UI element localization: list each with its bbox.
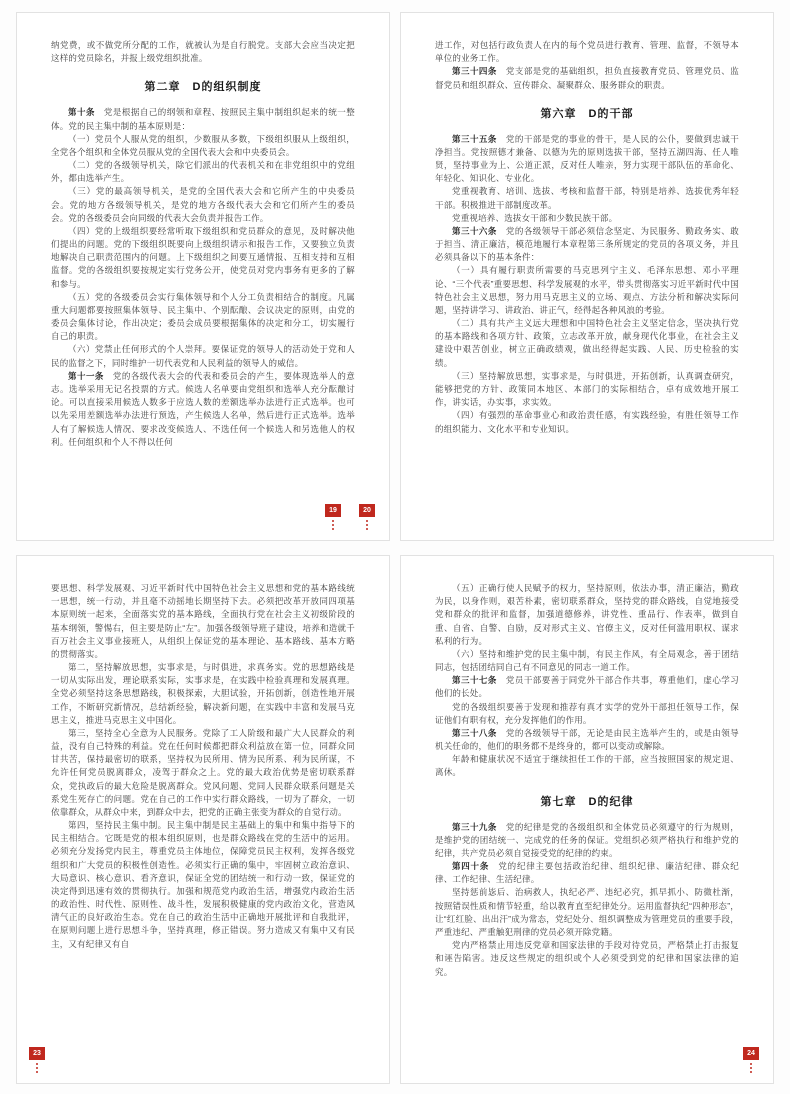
page-bottom-left bbox=[16, 555, 390, 1084]
paragraph: （四）有强烈的革命事业心和政治责任感，有实践经验，有胜任领导工作的组织能力、文化水平和专业知识。 bbox=[435, 410, 739, 434]
page-number: 24 bbox=[743, 1047, 759, 1060]
paragraph: （二）具有共产主义远大理想和中国特色社会主义坚定信念，坚决执行党的基本路线和各项方针、政策，立志改革开放，献身现代化事业，在社会主义建设中艰苦创业，树立正确政绩观，做出经得起实践、人民、历史检验的实绩。 bbox=[435, 318, 739, 368]
paragraph: 第二，坚持解放思想，实事求是，与时俱进，求真务实。党的思想路线是一切从实际出发，理论联系实际，实事求是，在实践中检验真理和发展真理。全党必须坚持这条思想路线，积极探索，大胆试验，开拓创新，创造性地开展工作，不断研究新情况，总结新经验，解决新问题，在实践中丰富和发展马克思主义，推进马克思主义中国化。 bbox=[51, 662, 355, 725]
paragraph bbox=[435, 727, 739, 753]
paragraph bbox=[51, 106, 355, 132]
paragraph: 年龄和健康状况不适宜于继续担任工作的干部，应当按照国家的规定退、离休。 bbox=[435, 754, 739, 778]
paragraph: （三）党的最高领导机关，是党的全国代表大会和它所产生的中央委员会。党的地方各级领导机关，是党的地方各级代表大会和它们所产生的委员会。党的各级委员会向同级的代表大会负责并报告工作。 bbox=[51, 186, 355, 223]
paragraph: 党的各级组织要善于发现和推荐有真才实学的党外干部担任领导工作，保证他们有职有权，充分发挥他们的作用。 bbox=[435, 701, 739, 725]
page-number-badges bbox=[325, 504, 375, 530]
page-number: 20 bbox=[359, 504, 375, 517]
paragraph: 党重视教育、培训、选拔、考核和监督干部，特别是培养、选拔优秀年轻干部。积极推进干部制度改革。 bbox=[435, 186, 739, 210]
paragraph: （一）具有履行职责所需要的马克思列宁主义、毛泽东思想、邓小平理论、“三个代表”重要思想、科学发展观的水平，带头贯彻落实习近平新时代中国特色社会主义思想，努力用马克思主义的立场、观点、方法分析和解决实际问题，坚持讲学习、讲政治、讲正气，经得起各种风浪的考验。 bbox=[435, 265, 739, 315]
paragraph bbox=[435, 860, 739, 886]
page-top-left bbox=[16, 12, 390, 541]
article-number: 第三十七条 bbox=[452, 675, 497, 686]
paragraph bbox=[51, 370, 355, 449]
chapter-heading: 第七章 D的纪律 bbox=[540, 795, 634, 808]
page-text bbox=[435, 582, 739, 1053]
badge-dots-decoration bbox=[332, 520, 334, 530]
badge-dots-decoration bbox=[750, 1063, 752, 1073]
article-number: 第三十九条 bbox=[452, 821, 497, 832]
badge-dots-decoration bbox=[366, 520, 368, 530]
paragraph: 第三，坚持全心全意为人民服务。党除了工人阶级和最广大人民群众的利益，没有自己特殊的利益。党在任何时候都把群众利益放在第一位，同群众同甘共苦，保持最密切的联系，坚持权为民所用、情为民所系、利为民所谋，不允许任何党员脱离群众，凌驾于群众之上。党的最大政治优势是密切联系群众，党执政后的最大危险是脱离群众。党风问题、党同人民群众联系问题是关系党生死存亡的问题。党在自己的工作中实行群众路线，一切为了群众，一切依靠群众，从群众中来，到群众中去，把党的正确主张变为群众的自觉行动。 bbox=[51, 727, 355, 817]
article-text: 党的各级领导干部必须信念坚定、为民服务、勤政务实、敢于担当、清正廉洁，模范地履行本章程第三条所规定的党员的各项义务，并且必须具备以下的基本条件： bbox=[435, 225, 739, 263]
paragraph: 要思想、科学发展观、习近平新时代中国特色社会主义思想和党的基本路线统一思想，统一行动，并且毫不动摇地长期坚持下去。必须把改革开放同四项基本原则统一起来，全面落实党的基本路线，全面执行党在社会主义初级阶段的基本纲领，警惕右，但主要是防止“左”。加强各级领导班子建设，培养和造就千百万社会主义事业接班人，从组织上保证党的基本理论、基本路线、基本方略的贯彻落实。 bbox=[51, 583, 355, 659]
page-text bbox=[51, 582, 355, 1053]
paragraph: （三）坚持解放思想，实事求是，与时俱进，开拓创新，认真调查研究，能够把党的方针、政策同本地区、本部门的实际相结合，卓有成效地开展工作，讲实话，办实事，求实效。 bbox=[435, 370, 739, 408]
page-number-badge bbox=[359, 504, 375, 530]
article-number: 第三十六条 bbox=[452, 225, 497, 236]
chapter-heading: 第六章 D的干部 bbox=[540, 107, 634, 120]
paragraph: 纳党费，或不做党所分配的工作，就被认为是自行脱党。支部大会应当决定把这样的党员除名，并报上级党组织批准。 bbox=[51, 40, 355, 64]
paragraph: 坚持惩前毖后、治病救人，执纪必严、违纪必究，抓早抓小、防微杜渐，按照错误性质和情节轻重，给以教育直至纪律处分。运用监督执纪“四种形态”，让“红红脸、出出汗”成为常态，党纪处分、组织调整成为管理党员的重要手段，严重违纪、严重触犯刑律的党员必须开除党籍。 bbox=[435, 887, 739, 937]
chapter-heading: 第二章 D的组织制度 bbox=[144, 81, 262, 94]
page-number-badges bbox=[743, 1047, 759, 1073]
paragraph: （五）正确行使人民赋予的权力，坚持原则，依法办事，清正廉洁，勤政为民，以身作则，艰苦朴素，密切联系群众，坚持党的群众路线，自觉地接受党和群众的批评和监督，加强道德修养，讲党性、重品行、作表率，做到自重、自省、自警、自励，反对形式主义、官僚主义，反对任何滥用职权、谋求私利的行为。 bbox=[435, 583, 739, 646]
paragraph bbox=[435, 225, 739, 265]
page-text bbox=[435, 39, 739, 510]
paragraph: （六）党禁止任何形式的个人崇拜。要保证党的领导人的活动处于党和人民的监督之下，同时维护一切代表党和人民利益的领导人的威信。 bbox=[51, 344, 355, 368]
paragraph: （四）党的上级组织要经常听取下级组织和党员群众的意见，及时解决他们提出的问题。党的下级组织既要向上级组织请示和报告工作，又要独立负责地解决自己职责范围内的问题。上下级组织之间要互通情报、互相支持和互相监督。党的各级组织要按规定实行党务公开，使党员对党内事务有更多的了解和参与。 bbox=[51, 225, 355, 289]
page-number-badge bbox=[325, 504, 341, 530]
paragraph: （六）坚持和维护党的民主集中制，有民主作风，有全局观念，善于团结同志，包括团结同自己有不同意见的同志一道工作。 bbox=[435, 648, 739, 673]
paragraph bbox=[435, 65, 739, 91]
article-text: 党的纪律主要包括政治纪律、组织纪律、廉洁纪律、群众纪律、工作纪律、生活纪律。 bbox=[435, 861, 739, 885]
article-text: 党的纪律是党的各级组织和全体党员必须遵守的行为规则，是维护党的团结统一、完成党的任务的保证。党组织必须严格执行和维护党的纪律，共产党员必须自觉接受党的纪律的约束。 bbox=[435, 821, 739, 858]
paragraph: 进工作，对包括行政负责人在内的每个党员进行教育、管理、监督，不领导本单位的业务工作。 bbox=[435, 40, 739, 64]
article-text: 党员干部要善于同党外干部合作共事，尊重他们，虚心学习他们的长处。 bbox=[435, 675, 739, 699]
article-text: 党支部是党的基础组织，担负直接教育党员、管理党员、监督党员和组织群众、宣传群众、凝聚群众、服务群众的职责。 bbox=[435, 66, 739, 90]
paragraph: （一）党员个人服从党的组织，少数服从多数，下级组织服从上级组织，全党各个组织和全体党员服从党的全国代表大会和中央委员会。 bbox=[51, 133, 355, 157]
page-number: 23 bbox=[29, 1047, 45, 1060]
page-number-badge bbox=[743, 1047, 759, 1073]
page-text bbox=[51, 39, 355, 510]
paragraph: （二）党的各级领导机关，除它们派出的代表机关和在非党组织中的党组外，都由选举产生。 bbox=[51, 160, 355, 184]
paragraph bbox=[435, 133, 739, 186]
article-text: 党是根据自己的纲领和章程、按照民主集中制组织起来的统一整体。党的民主集中制的基本原则是： bbox=[51, 107, 355, 131]
article-text: 党的干部是党的事业的骨干，是人民的公仆，要做到忠诚干净担当。党按照德才兼备、以德为先的原则选拔干部，坚持五湖四海、任人唯贤，坚持事业为上、公道正派，反对任人唯亲，努力实现干部队伍的革命化、年轻化、知识化、专业化。 bbox=[435, 133, 739, 184]
article-text: 党的各级领导干部，无论是由民主选举产生的，或是由领导机关任命的，他们的职务都不是终身的，都可以变动或解除。 bbox=[435, 727, 739, 752]
paragraph bbox=[435, 674, 739, 700]
page-top-right bbox=[400, 12, 774, 541]
paragraph: 党内严格禁止用违反党章和国家法律的手段对待党员，严格禁止打击报复和诬告陷害。违反这些规定的组织或个人必须受到党的纪律和国家法律的追究。 bbox=[435, 940, 739, 977]
article-text: 党的各级代表大会的代表和委员会的产生，要体现选举人的意志。选举采用无记名投票的方式。候选人名单要由党组织和选举人充分酝酿讨论。可以直接采用候选人数多于应选人数的差额选举办法进行正式选举。也可以先采用差额选举办法进行预选，产生候选人名单，然后进行正式选举。选举人有了解候选人情况、要求改变候选人、不选任何一个候选人和另选他人的权利。任何组织和个人不得以任何 bbox=[51, 370, 355, 447]
paragraph: （五）党的各级委员会实行集体领导和个人分工负责相结合的制度。凡属重大问题都要按照集体领导、民主集中、个别酝酿、会议决定的原则，由党的委员会集体讨论，作出决定；委员会成员要根据集体的决定和分工，切实履行自己的职责。 bbox=[51, 291, 355, 342]
page-number: 19 bbox=[325, 504, 341, 517]
page-bottom-right bbox=[400, 555, 774, 1084]
paragraph: 第四，坚持民主集中制。民主集中制是民主基础上的集中和集中指导下的民主相结合。它既是党的根本组织原则，也是群众路线在党的生活中的运用。必须充分发扬党内民主，尊重党员主体地位，保障党员民主权利，发挥各级党组织和广大党员的积极性创造性。必须实行正确的集中，牢固树立政治意识、大局意识、核心意识、看齐意识，保证全党的团结统一和行动一致，保证党的决定得到迅速有效的贯彻执行。加强和规范党内政治生活，增强党内政治生活的政治性、时代性、原则性、战斗性，发展积极健康的党内政治文化，营造风清气正的良好政治生态。党在自己的政治生活中正确地开展批评和自我批评，在原则问题上进行思想斗争，坚持真理，修正错误。努力造成又有集中又有民主，又有纪律又有自 bbox=[51, 820, 355, 949]
article-number: 第十条 bbox=[68, 107, 95, 118]
paragraph: 党重视培养、选拔女干部和少数民族干部。 bbox=[452, 212, 618, 223]
article-number: 第四十条 bbox=[452, 861, 490, 872]
article-number: 第三十五条 bbox=[452, 133, 497, 144]
page-number-badges bbox=[29, 1047, 45, 1073]
article-number: 第三十四条 bbox=[452, 66, 497, 77]
paragraph bbox=[435, 821, 739, 861]
badge-dots-decoration bbox=[36, 1063, 38, 1073]
article-number: 第十一条 bbox=[68, 370, 104, 381]
page-number-badge bbox=[29, 1047, 45, 1073]
article-number: 第三十八条 bbox=[452, 727, 497, 738]
